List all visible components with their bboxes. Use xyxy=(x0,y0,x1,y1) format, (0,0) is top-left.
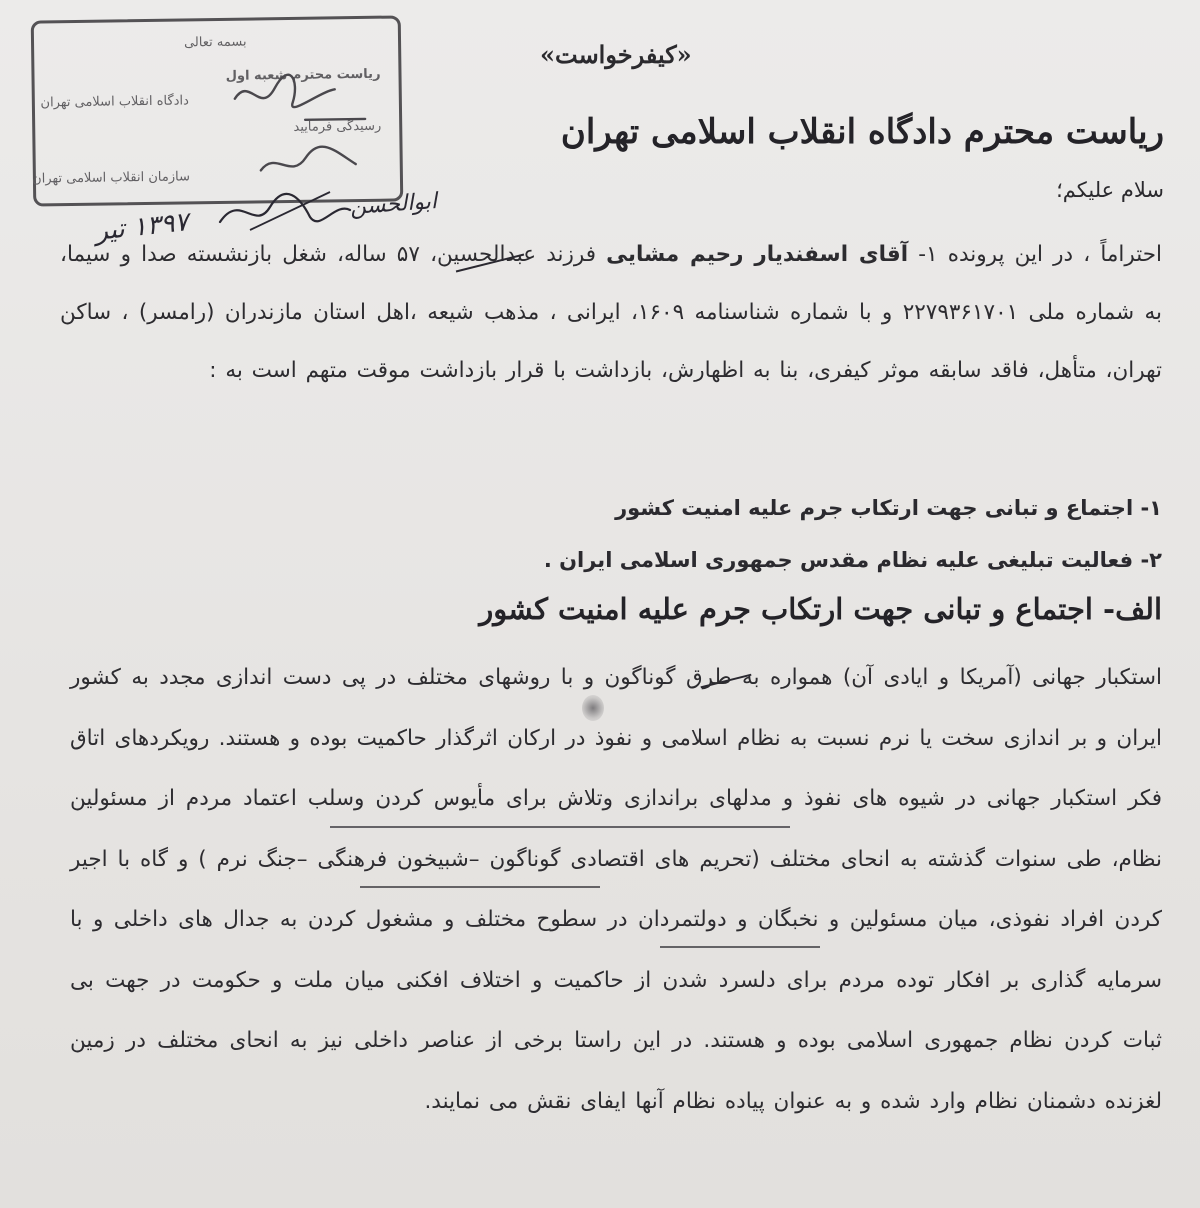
handwritten-date: ۱۳۹۷ تیر xyxy=(93,207,190,247)
stamp-line-1b: دادگاه انقلاب اسلامی تهران xyxy=(40,93,189,111)
addressee-heading: ریاست محترم دادگاه انقلاب اسلامی تهران xyxy=(560,112,1164,152)
stamp-line-1: ریاست محترم شعبه اول xyxy=(225,66,381,84)
stamp-title: بسمه تعالی xyxy=(183,34,247,51)
stamp-line-3: سازمان انقلاب اسلامی تهران xyxy=(32,169,191,187)
body-paragraph: استکبار جهانی (آمریکا و ایادی آن) همواره به طرق گوناگون و با روشهای مختلف در پی دست اندازی مجدد به کشور ایران و بر اندازی سخت یا نرم نسبت به نظام اسلامی و نفوذ در ارکان اثرگذار حاکمیت بوده و هستند. رویکردهای اتاق فکر استکبار جهانی در شیوه های نفوذ و مدلهای براندازی وتلاش برای مأیوس کردن وسلب اعتماد مردم از مسئولین نظام، طی سنوات گذشته به انحای مختلف (تحریم های اقتصادی گوناگون –شبیخون فرهنگی –جنگ نرم ) و گاه با اجیر کردن افراد نفوذی، میان مسئولین و نخبگان و دولتمردان در سطوح مختلف و مشغول کردن به جدال های داخلی و با سرمایه گذاری بر افکار توده مردم برای دلسرد شدن از حاکمیت و اختلاف افکنی میان ملت و حکومت در جهت بی ثبات کردن نظام جمهوری اسلامی بوده و هستند. در این راستا برخی از عناصر داخلی نیز به انحای مختلف در زمین لغزنده دشمنان نظام وارد شده و به عنوان پیاده نظام آنها ایفای نقش می نمایند. xyxy=(70,665,1162,1114)
handwritten-name: ابوالحسن xyxy=(349,188,438,221)
hand-underline xyxy=(330,826,790,828)
ink-smudge xyxy=(582,695,604,721)
charge-item: ۲- فعالیت تبلیغی علیه نظام مقدس جمهوری اسلامی ایران . xyxy=(543,548,1162,572)
stamp-line-2: رسیدگی فرمایید xyxy=(293,118,382,135)
intro-after-name: فرزند عبدالحسین، ۵۷ ساله، شغل بازنشسته صدا و سیما، به شماره ملی ۲۲۷۹۳۶۱۷۰۱ و با شماره شناسنامه ۱۶۰۹، ایرانی ، مذهب شیعه ،اهل استان مازندران (رامسر) ، ساکن تهران، متأهل، فاقد سابقه موثر کیفری، بنا به اظهارش، بازداشت با قرار بازداشت موقت متهم است به : xyxy=(60,242,1162,383)
charges-list xyxy=(544,482,1162,586)
greeting: سلام علیکم؛ xyxy=(1056,178,1164,202)
hand-underline xyxy=(660,946,820,948)
hand-underline xyxy=(360,886,600,888)
section-title: الف- اجتماع و تبانی جهت ارتکاب جرم علیه امنیت کشور xyxy=(479,592,1162,626)
charge-item: ۱- اجتماع و تبانی جهت ارتکاب جرم علیه امنیت کشور xyxy=(615,496,1162,520)
intro-before-name: احتراماً ، در این پرونده ۱- xyxy=(908,242,1163,267)
accused-name: آقای اسفندیار رحیم مشایی xyxy=(606,242,909,267)
intro-paragraph xyxy=(60,226,1162,400)
document-type-title: «کیفرخواست» xyxy=(540,40,692,69)
